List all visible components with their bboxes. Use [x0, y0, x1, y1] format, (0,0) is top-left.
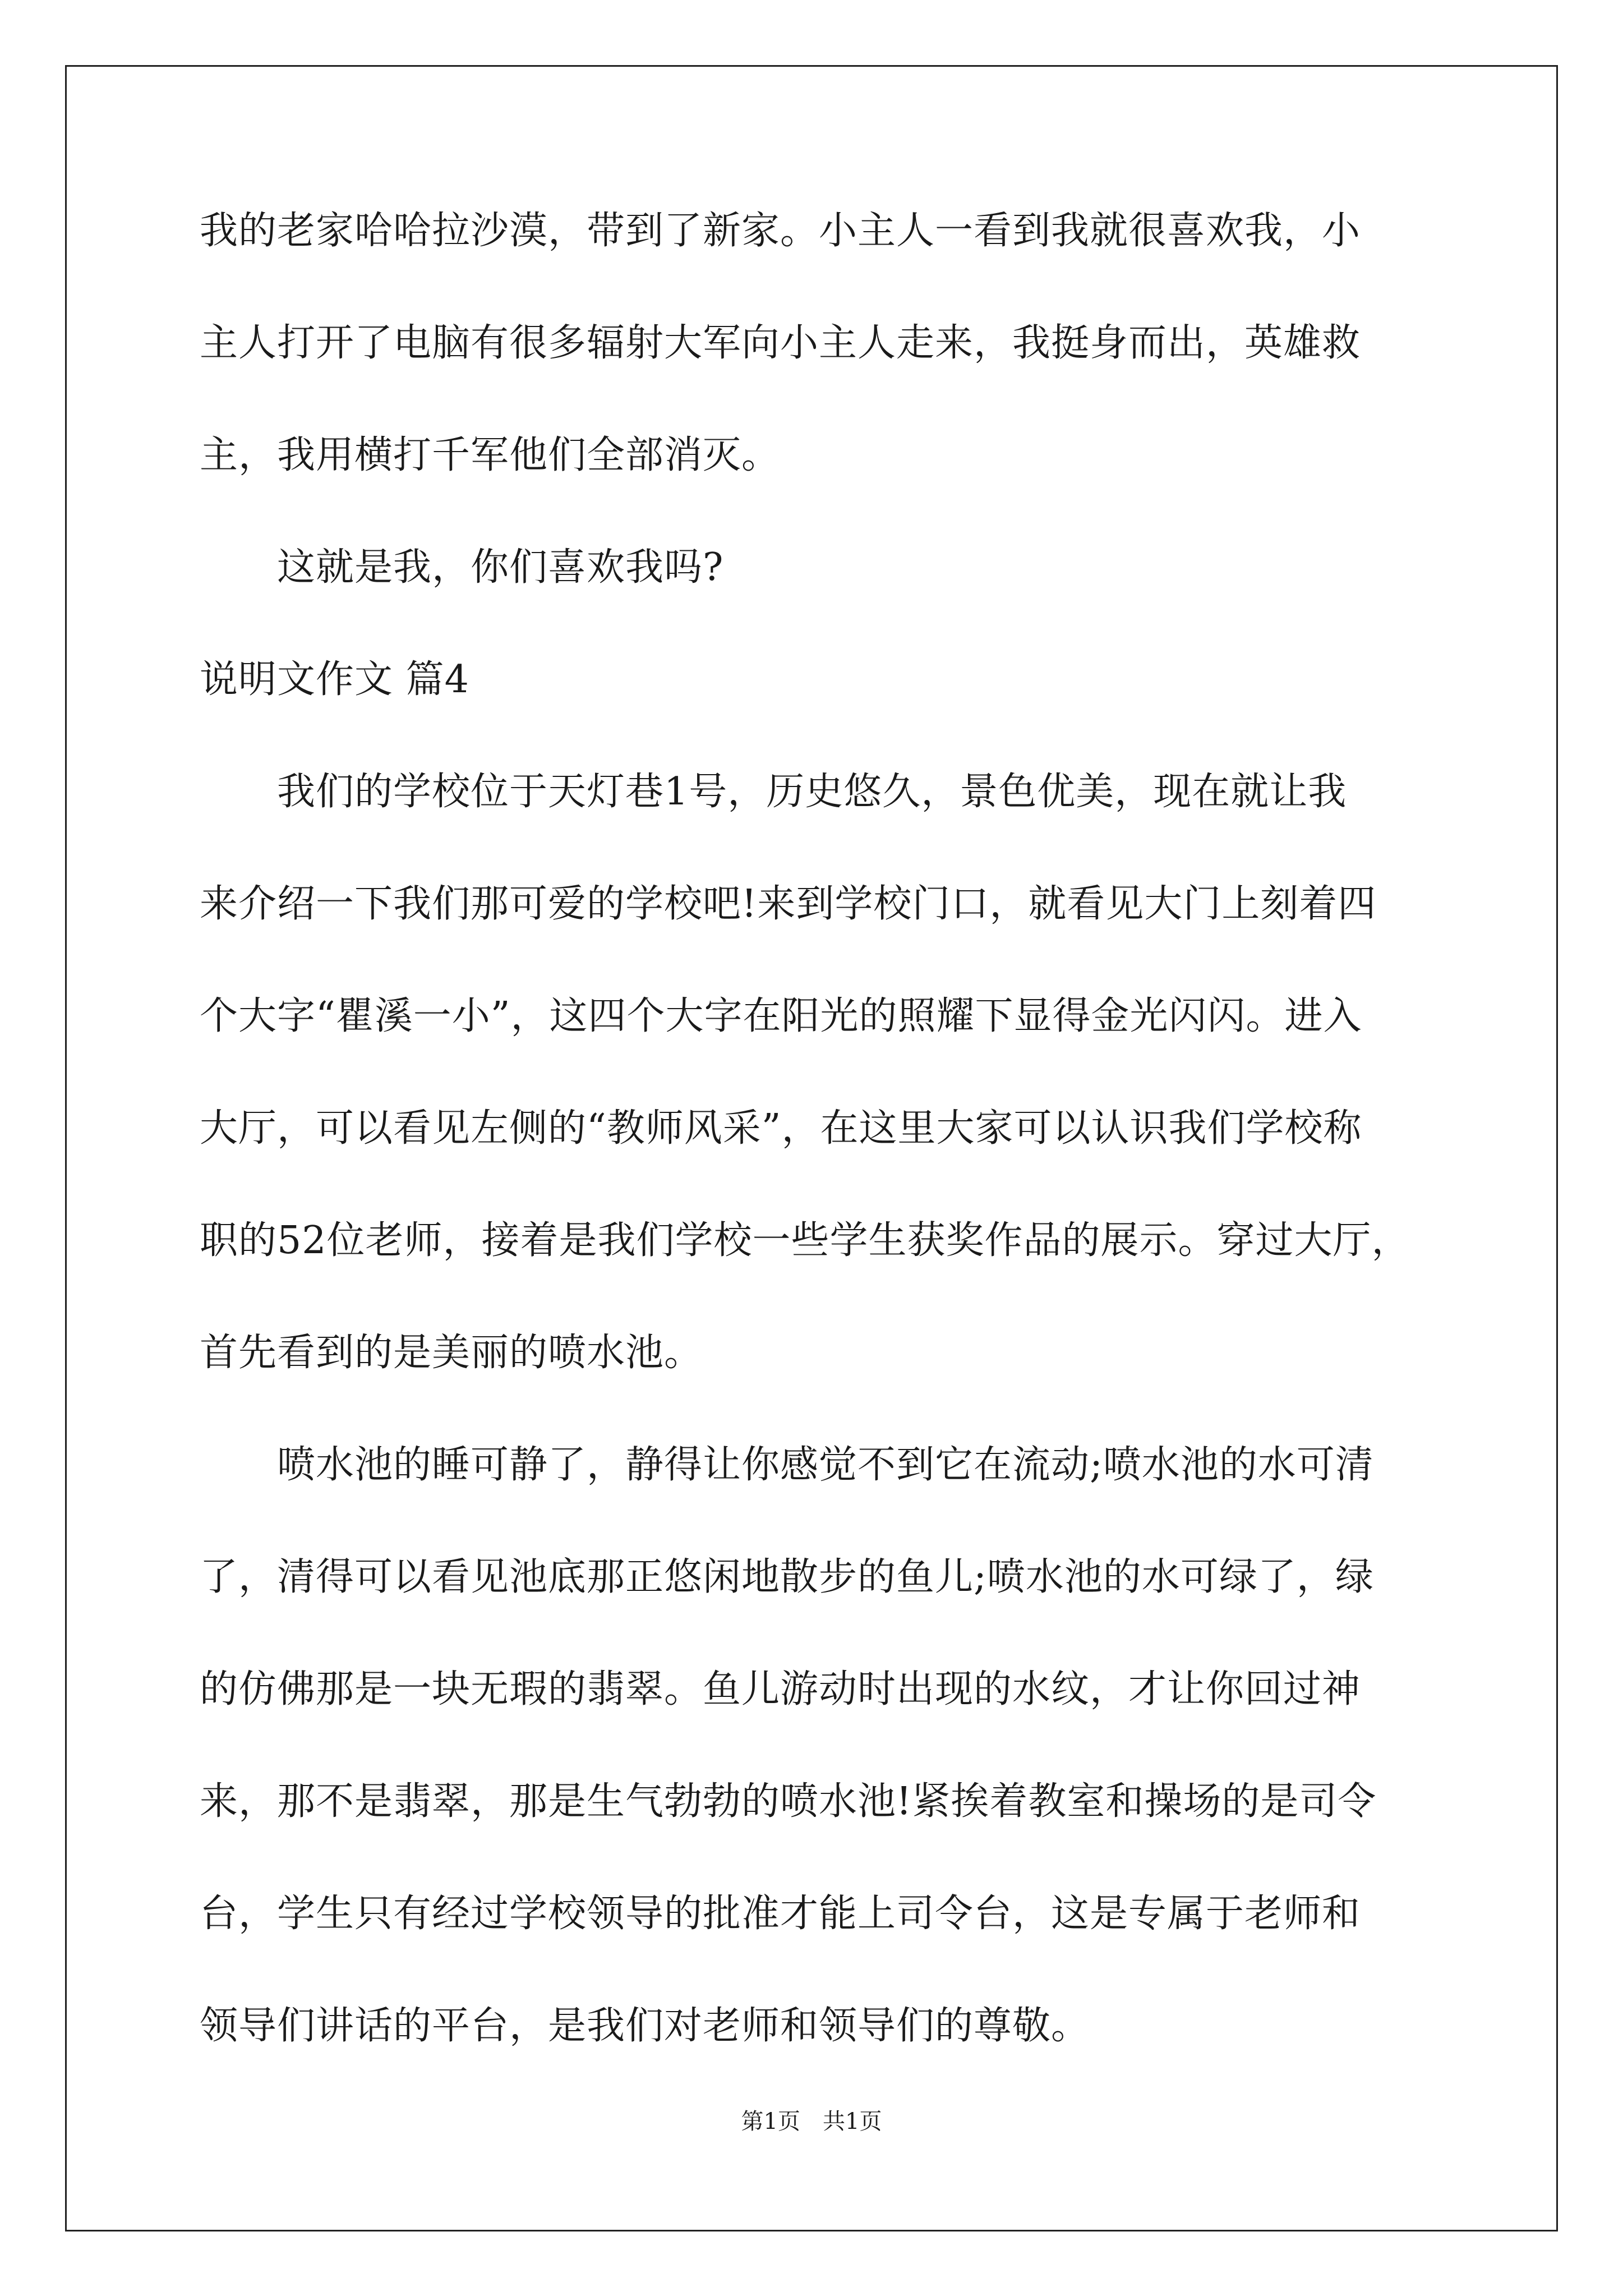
text-line-1: 我的老家哈哈拉沙漠，带到了新家。小主人一看到我就很喜欢我，小 [200, 209, 1361, 253]
text-line-16: 台，学生只有经过学校领导的批准才能上司令台，这是专属于老师和 [200, 1892, 1361, 1936]
text-line-9: 大厅，可以看见左侧的“教师风采”，在这里大家可以认识我们学校称 [200, 1106, 1362, 1151]
text-line-12: 喷水池的睡可静了，静得让你感觉不到它在流动;喷水池的水可清 [200, 1443, 1374, 1487]
text-line-11: 首先看到的是美丽的喷水池。 [200, 1331, 703, 1375]
text-line-17: 领导们讲话的平台，是我们对老师和领导们的尊敬。 [200, 2004, 1090, 2048]
page-footer: 第1页 共1页 [741, 2109, 882, 2134]
text-line-15: 来，那不是翡翠，那是生气勃勃的喷水池!紧挨着教室和操场的是司令 [200, 1779, 1377, 1824]
text-line-10: 职的52位老师，接着是我们学校一些学生获奖作品的展示。穿过大厅， [200, 1218, 1410, 1263]
section-heading: 说明文作文 篇4 [200, 657, 469, 702]
text-line-7: 来介绍一下我们那可爱的学校吧!来到学校门口，就看见大门上刻着四 [200, 882, 1377, 926]
text-line-8: 个大字“瞿溪一小”，这四个大字在阳光的照耀下显得金光闪闪。进入 [200, 994, 1362, 1038]
text-line-3: 主，我用横打千军他们全部消灭。 [200, 433, 781, 477]
text-line-4: 这就是我，你们喜欢我吗? [200, 545, 724, 590]
text-line-14: 的仿佛那是一块无瑕的翡翠。鱼儿游动时出现的水纹，才让你回过神 [200, 1667, 1361, 1711]
text-line-2: 主人打开了电脑有很多辐射大军向小主人走来，我挺身而出，英雄救 [200, 321, 1361, 365]
text-line-6: 我们的学校位于天灯巷1号，历史悠久，景色优美，现在就让我 [200, 770, 1347, 814]
text-line-13: 了，清得可以看见池底那正悠闲地散步的鱼儿;喷水池的水可绿了，绿 [200, 1555, 1374, 1599]
